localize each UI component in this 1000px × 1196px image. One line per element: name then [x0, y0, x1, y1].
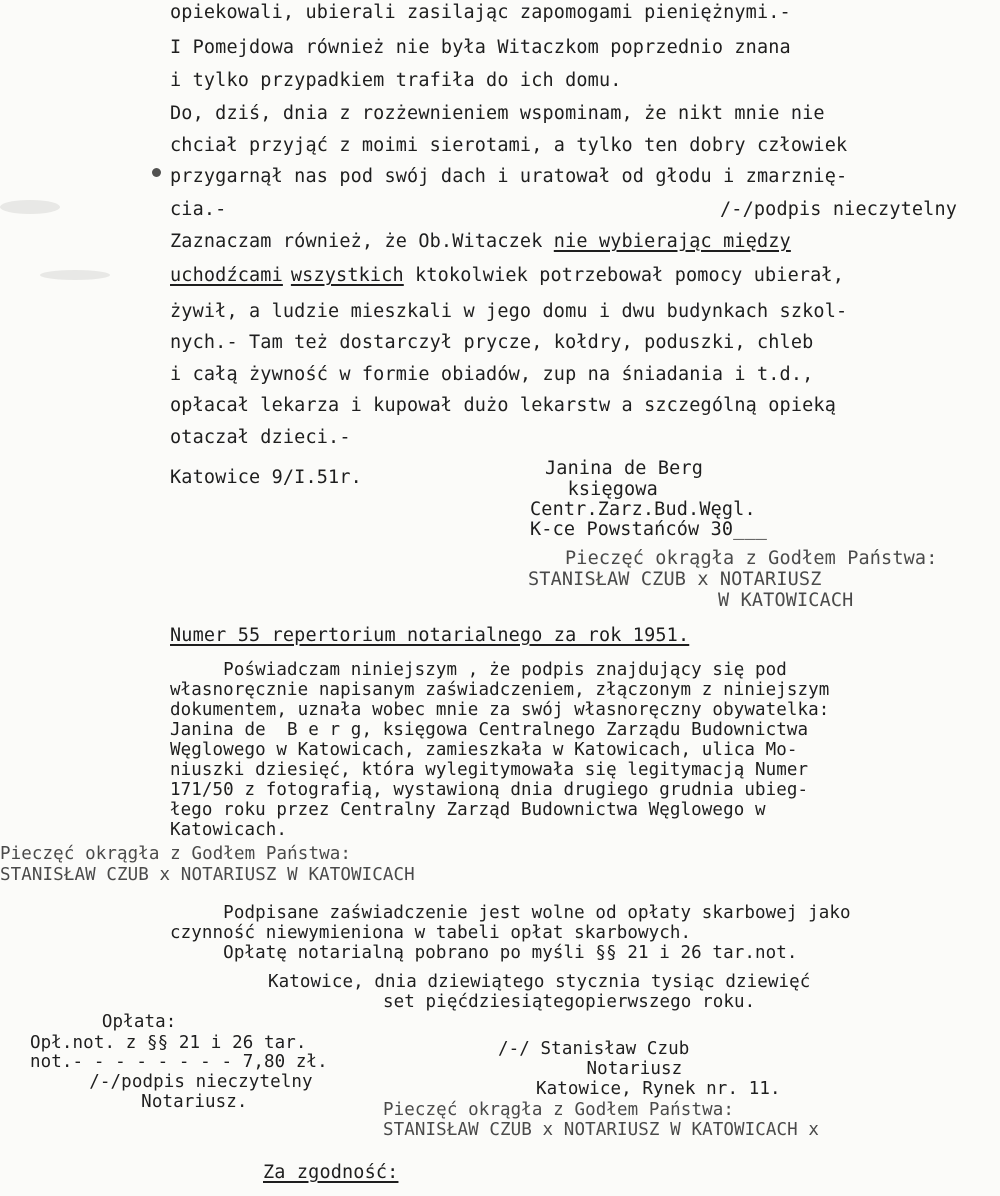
fee-line: not.- - - - - - - - 7,80 zł. [30, 1052, 328, 1072]
text-line: przygarnął nas pod swój dach i uratował od głodu i zmarznię- [170, 166, 848, 187]
text-line [170, 265, 844, 286]
text-line: Poświadczam niniejszym , że podpis znajdujący się pod [170, 660, 787, 680]
signer-org: Centr.Zarz.Bud.Węgl. [530, 499, 756, 520]
underlined-text: wszystkich [290, 265, 404, 286]
signer-address: K-ce Powstańców 30___ [530, 519, 768, 540]
text-fragment: Zaznaczam również, że Ob.Witaczek [170, 231, 554, 252]
scan-smudge [40, 270, 110, 280]
text-line: Katowicach. [170, 820, 287, 840]
text-line: niuszki dziesięć, która wylegitymowała się legitymacją Numer [170, 760, 809, 780]
text-line: opiekowali, ubierali zasilając zapomogami pieniężnymi.- [170, 2, 791, 23]
text-line: i tylko przypadkiem trafiła do ich domu. [170, 70, 622, 91]
notary-title: Notariusz [544, 1059, 683, 1079]
underlined-text: Numer 55 repertorium notarialnego za rok 1951. [170, 625, 690, 646]
stamp-text: Pieczęć okrągła z Godłem Państwa: [383, 1100, 734, 1120]
text-line: i całą żywność w formie obiadów, zup na śniadania i t.d., [170, 364, 814, 385]
text-line: otaczał dzieci.- [170, 427, 351, 448]
fee-line: Opł.not. z §§ 21 i 26 tar. [30, 1033, 307, 1053]
date-in-words: set pięćdziesiątegopierwszego roku. [383, 992, 756, 1012]
stamp-text: STANISŁAW CZUB x NOTARIUSZ [528, 569, 822, 590]
place-date: Katowice 9/I.51r. [170, 467, 362, 488]
text-line: cia.- [170, 199, 227, 220]
text-line: własnoręcznie napisanym zaświadczeniem, złączonym z niniejszym [170, 680, 830, 700]
notary-name: /-/ Stanisław Czub [498, 1039, 690, 1059]
stamp-text: Pieczęć okrągła z Godłem Państwa: [565, 548, 938, 569]
text-line: żywił, a ludzie mieszkali w jego domu i dwu budynkach szkol- [170, 301, 848, 322]
fee-signer-title: Notariusz. [88, 1092, 248, 1112]
signature-illegible: /-/podpis nieczytelny [68, 1072, 313, 1092]
text-line: Podpisane zaświadczenie jest wolne od opłaty skarbowej jako [170, 903, 851, 923]
scan-smudge [0, 200, 60, 214]
underlined-text: nie wybierając między [553, 231, 791, 252]
text-line: nych.- Tam też dostarczył prycze, kołdry, poduszki, chleb [170, 332, 814, 353]
closing-attestation [263, 1162, 398, 1183]
text-line: łego roku przez Centralny Zarząd Budownictwa Węglowego w [170, 800, 766, 820]
text-line: czynność niewymieniona w tabeli opłat skarbowych. [170, 923, 692, 943]
ink-dot [152, 168, 161, 177]
date-in-words: Katowice, dnia dziewiątego stycznia tysiąc dziewięć [268, 972, 811, 992]
text-line: chciał przyjąć z moimi sierotami, a tylko ten dobry człowiek [170, 135, 848, 156]
signer-name: Janina de Berg [545, 458, 704, 479]
text-line: Janina de B e r g, księgowa Centralnego Zarządu Budownictwa [170, 720, 809, 740]
stamp-text: STANISŁAW CZUB x NOTARIUSZ W KATOWICACH [0, 865, 415, 885]
text-line [170, 231, 791, 252]
stamp-text: STANISŁAW CZUB x NOTARIUSZ W KATOWICACH x [383, 1120, 820, 1140]
text-line: Do, dziś, dnia z rozżewnieniem wspominam, że nikt mnie nie [170, 103, 825, 124]
text-line: Opłatę notarialną pobrano po myśli §§ 21 i 26 tar.not. [170, 943, 798, 963]
signature-illegible: /-/podpis nieczytelny [720, 199, 958, 220]
signer-title: księgowa [545, 479, 658, 500]
underlined-text: uchodźcami [170, 265, 283, 286]
fee-label: Opłata: [70, 1012, 177, 1032]
text-fragment: ktokolwiek potrzebował pomocy ubierał, [403, 265, 845, 286]
text-line: opłacał lekarza i kupował dużo lekarstw a szczególną opieką [170, 395, 836, 416]
underlined-text: Za zgodność: [263, 1162, 399, 1183]
text-line: Węglowego w Katowicach, zamieszkała w Katowicach, ulica Mo- [170, 740, 798, 760]
text-line: I Pomejdowa również nie była Witaczkom poprzednio znana [170, 37, 791, 58]
stamp-text: W KATOWICACH [718, 590, 854, 611]
notary-address: Katowice, Rynek nr. 11. [536, 1079, 781, 1099]
repertory-heading [170, 625, 689, 646]
stamp-text: Pieczęć okrągła z Godłem Państwa: [0, 844, 351, 864]
text-line: 171/50 z fotografią, wystawioną dnia drugiego grudnia ubieg- [170, 780, 809, 800]
text-line: dokumentem, uznała wobec mnie za swój własnoręczny obywatelka: [170, 700, 830, 720]
